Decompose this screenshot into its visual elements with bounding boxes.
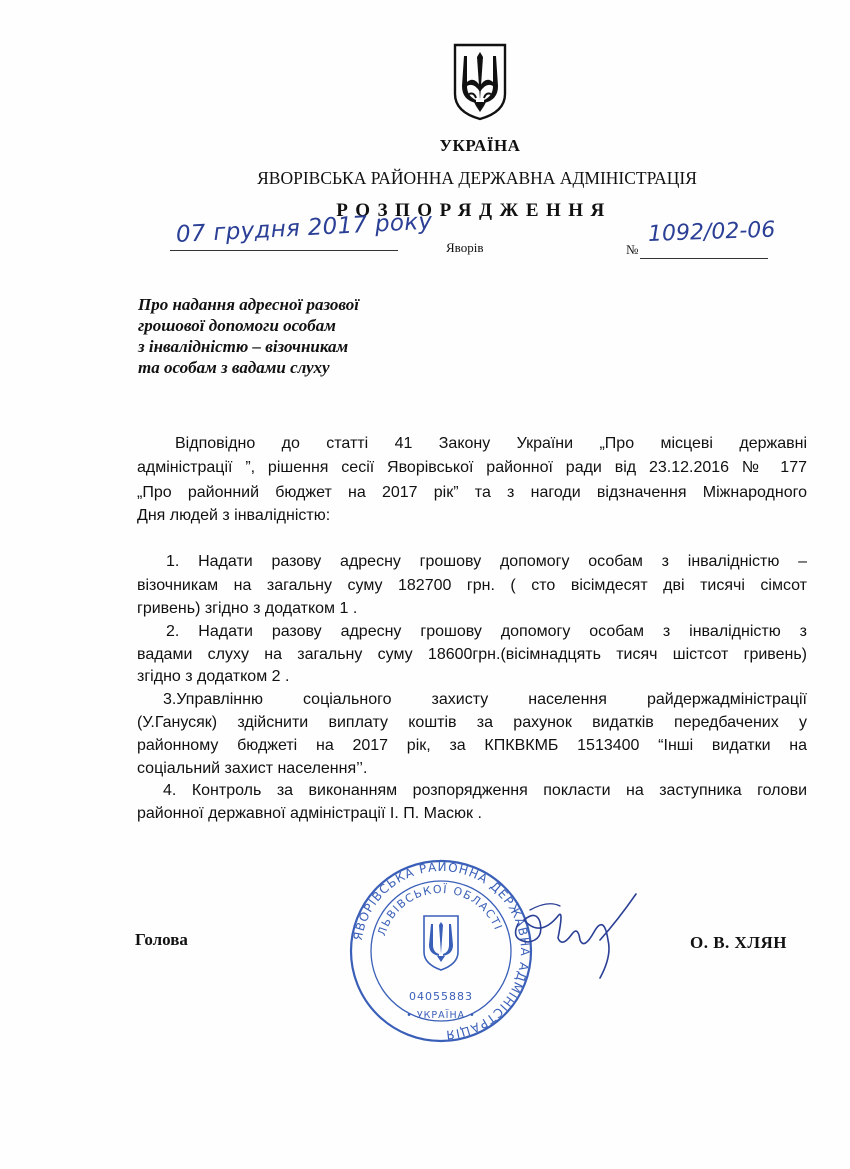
item-3-line: (У.Ганусяк) здійснити виплату коштів за рахунок видатків передбачених у: [137, 714, 807, 731]
trident-emblem-icon: [452, 42, 508, 122]
preamble-line: Відповідно до статті 41 Закону України „Про місцеві державні: [175, 435, 807, 452]
stamp-country: • УКРАЇНА •: [406, 1010, 476, 1021]
item-3-line: 3.Управлінню соціального захисту населення райдержадміністрації: [163, 691, 807, 708]
stamp-trident-icon: [424, 916, 458, 970]
stamp-outer-text: ЯВОРІВСЬКА РАЙОННА ДЕРЖАВНА АДМІНІСТРАЦІЯ: [350, 859, 533, 1042]
country-name: УКРАЇНА: [439, 136, 521, 155]
item-2-line: згідно з додатком 2 .: [137, 668, 290, 685]
item-4-line: 4. Контроль за виконанням розпорядження покласти на заступника голови: [163, 782, 807, 799]
subject-line: грошової допомоги особам: [138, 316, 336, 335]
subject-line: з інвалідністю – візочникам: [138, 337, 349, 356]
preamble-line: адміністрації ”, рішення сесії Яворівської районної ради від 23.12.2016 № 177: [137, 459, 807, 476]
preamble-line: Дня людей з інвалідністю:: [137, 507, 331, 524]
administration-name: ЯВОРІВСЬКА РАЙОННА ДЕРЖАВНА АДМІНІСТРАЦІЯ: [257, 168, 697, 188]
item-2-line: вадами слуху на загальну суму 18600грн.(вісімнадцять тисяч шістсот гривень): [137, 646, 807, 663]
handwritten-number: 1092/02-06: [647, 217, 776, 247]
preamble-line: „Про районний бюджет на 2017 рік” та з нагоди відзначення Міжнародного: [137, 484, 807, 501]
number-sign: №: [626, 242, 639, 257]
handwritten-signature: [500, 880, 660, 990]
signer-name: О. В. ХЛЯН: [690, 933, 788, 952]
signer-title: Голова: [135, 930, 188, 949]
subject-line: Про надання адресної разової: [138, 295, 359, 314]
item-2-line: 2. Надати разову адресну грошову допомогу особам з інвалідністю з: [166, 623, 807, 640]
item-3-line: районному бюджеті на 2017 рік, за КПКВКМБ 1513400 “Інші видатки на: [137, 737, 807, 754]
subject-block: [138, 294, 359, 378]
item-3-line: соціальний захист населення’’.: [137, 760, 368, 777]
item-1-line: 1. Надати разову адресну грошову допомогу особам з інвалідністю –: [166, 553, 807, 570]
item-1-line: гривень) згідно з додатком 1 .: [137, 600, 358, 617]
item-1-line: візочникам на загальну суму 182700 грн. ( сто вісімдесят дві тисячі сімсот: [137, 577, 807, 594]
date-underline: [170, 250, 398, 251]
subject-line: та особам з вадами слуху: [138, 358, 330, 377]
city-name: Яворів: [446, 240, 484, 255]
number-underline: [640, 258, 768, 259]
handwritten-date: 07 грудня 2017 року: [175, 208, 434, 248]
stamp-inner-text: ЛЬВІВСЬКОЇ ОБЛАСТІ: [375, 882, 505, 938]
item-4-line: районної державної адміністрації І. П. Масюк .: [137, 805, 482, 822]
document-type: РОЗПОРЯДЖЕННЯ: [336, 200, 612, 221]
stamp-code: 04055883: [409, 990, 473, 1003]
